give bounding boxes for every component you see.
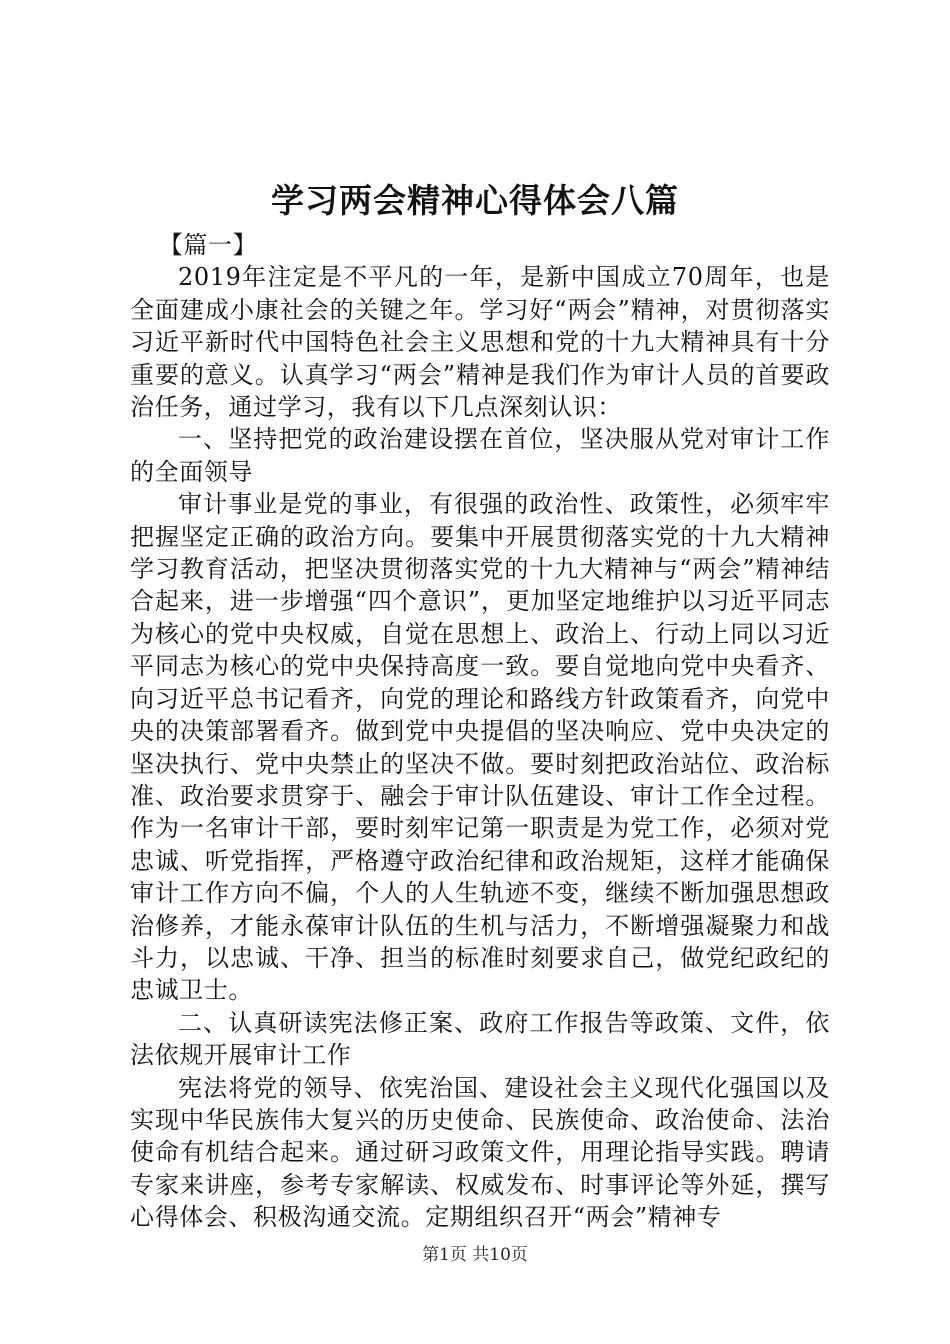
page-number-footer: 第1页 共10页 (422, 1245, 528, 1265)
document-title: 学习两会精神心得体会八篇 (271, 181, 679, 220)
section-heading: 二、认真研读宪法修正案、政府工作报告等政策、文件，依法依规开展审计工作 (130, 1008, 830, 1070)
section-label: 【篇一】 (158, 231, 258, 259)
document-body (130, 229, 830, 1234)
body-paragraph: 宪法将党的领导、依宪治国、建设社会主义现代化强国以及实现中华民族伟大复兴的历史使命、民族使命、政治使命、法治使命有机结合起来。通过研习政策文件，用理论指导实践。聘请专家来讲座，参考专家解读、权威发布、时事评论等外延，撰写心得体会、积极沟通交流。定期组织召开“两会”精神专 (130, 1073, 830, 1232)
section-heading: 一、坚持把党的政治建设摆在首位，坚决服从党对审计工作的全面领导 (130, 425, 830, 486)
body-paragraph: 审计事业是党的事业，有很强的政治性、政策性，必须牢牢把握坚定正确的政治方向。要集中开展贯彻落实党的十九大精神学习教育活动，把坚决贯彻落实党的十九大精神与“两会”精神结合起来，进一步增强“四个意识”，更加坚定地维护以习近平同志为核心的党中央权威，自觉在思想上、政治上、行动上同以习近平同志为核心的党中央保持高度一致。要自觉地向党中央看齐、向习近平总书记看齐，向党的理论和路线方针政策看齐，向党中央的决策部署看齐。做到党中央提倡的坚决响应、党中央决定的坚决执行、党中央禁止的坚决不做。要时刻把政治站位、政治标准、政治要求贯穿于、融会于审计队伍建设、审计工作全过程。作为一名审计干部，要时刻牢记第一职责是为党工作，必须对党忠诚、听党指挥，严格遵守政治纪律和政治规矩，这样才能确保审计工作方向不偏，个人的人生轨迹不变，继续不断加强思想政治修养，才能永葆审计队伍的生机与活力，不断增强凝聚力和战斗力，以忠诚、干净、担当的标准时刻要求自己，做党纪政纪的忠诚卫士。 (130, 490, 830, 1005)
body-paragraph: 2019年注定是不平凡的一年，是新中国成立70周年，也是全面建成小康社会的关键之年。学习好“两会”精神，对贯彻落实习近平新时代中国特色社会主义思想和党的十九大精神具有十分重要的意义。认真学习“两会”精神是我们作为审计人员的首要政治任务，通过学习，我有以下几点深刻认识： (130, 263, 830, 422)
